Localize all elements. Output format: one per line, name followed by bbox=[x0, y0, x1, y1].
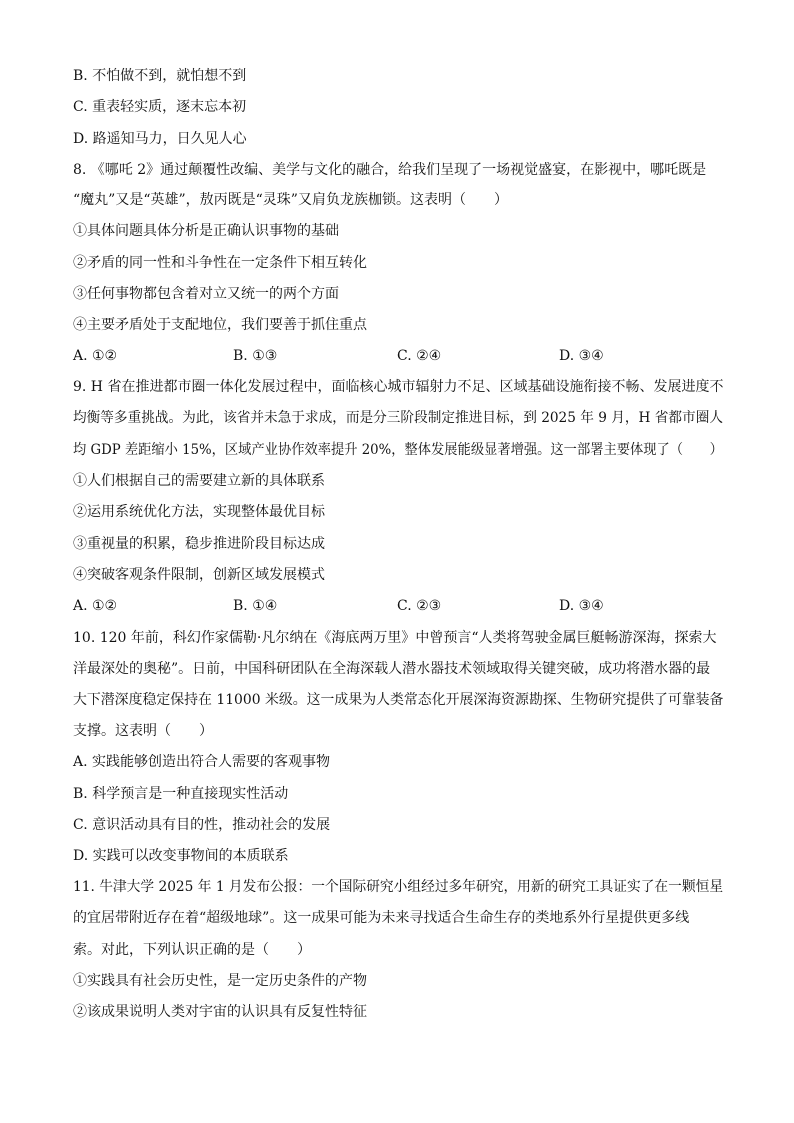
q9-statement-2: ②运用系统优化方法，实现整体最优目标 bbox=[73, 504, 325, 520]
q9-options bbox=[73, 597, 723, 615]
q9-statement-3: ③重视量的积累，稳步推进阶段目标达成 bbox=[73, 536, 325, 552]
q8-statement-4: ④主要矛盾处于支配地位，我们要善于抓住重点 bbox=[73, 317, 367, 333]
q8-option-b: B. ①③ bbox=[233, 348, 278, 364]
q7-option-d: D. 路遥知马力，日久见人心 bbox=[73, 131, 247, 147]
q8-stem-line-2: “魔丸”又是“英雄”，敖丙既是“灵珠”又肩负龙族枷锁。这表明（ ） bbox=[73, 192, 508, 208]
q9-stem-line-3: 均 GDP 差距缩小 15%，区域产业协作效率提升 20%，整体发展能级显著增强。这一部署主要体现了（ ） bbox=[73, 442, 723, 458]
q7-option-c: C. 重表轻实质，逐末忘本初 bbox=[73, 99, 247, 115]
q9-option-d: D. ③④ bbox=[559, 598, 604, 614]
q9-option-b: B. ①④ bbox=[233, 598, 278, 614]
q9-option-a: A. ①② bbox=[73, 598, 118, 614]
q10-stem-line-1: 10. 120 年前，科幻作家儒勒·凡尔纳在《海底两万里》中曾预言“人类将驾驶金属巨艇畅游深海，探索大 bbox=[73, 630, 717, 646]
q8-statement-3: ③任何事物都包含着对立又统一的两个方面 bbox=[73, 286, 339, 302]
q10-option-b: B. 科学预言是一种直接现实性活动 bbox=[73, 786, 289, 802]
q11-stem-line-2: 的宜居带附近存在着“超级地球”。这一成果可能为未来寻找适合生命生存的类地系外行星提供更多线 bbox=[73, 910, 690, 926]
q9-statement-1: ①人们根据自己的需要建立新的具体联系 bbox=[73, 473, 325, 489]
q8-statement-1: ①具体问题具体分析是正确认识事物的基础 bbox=[73, 223, 339, 239]
q8-option-d: D. ③④ bbox=[559, 348, 604, 364]
q9-statement-4: ④突破客观条件限制，创新区域发展模式 bbox=[73, 567, 325, 583]
q9-stem-line-1: 9. H 省在推进都市圈一体化发展过程中，面临核心城市辐射力不足、区域基础设施衔接不畅、发展进度不 bbox=[73, 379, 724, 395]
q10-option-d: D. 实践可以改变事物间的本质联系 bbox=[73, 848, 289, 864]
q10-stem-line-4: 支撑。这表明（ ） bbox=[73, 723, 213, 739]
q11-statement-2: ②该成果说明人类对宇宙的认识具有反复性特征 bbox=[73, 1004, 367, 1020]
q10-stem-line-2: 洋最深处的奥秘”。日前，中国科研团队在全海深载人潜水器技术领域取得关键突破，成功将潜水器的最 bbox=[73, 661, 711, 677]
q11-stem-line-3: 索。对此，下列认识正确的是（ ） bbox=[73, 942, 311, 958]
q9-stem-line-2: 均衡等多重挑战。为此，该省并未急于求成，而是分三阶段制定推进目标，到 2025 年 9 月，H 省都市圈人 bbox=[73, 410, 723, 426]
q8-option-a: A. ①② bbox=[73, 348, 118, 364]
q8-options bbox=[73, 347, 723, 365]
q8-statement-2: ②矛盾的同一性和斗争性在一定条件下相互转化 bbox=[73, 255, 367, 271]
q10-option-c: C. 意识活动具有目的性，推动社会的发展 bbox=[73, 817, 331, 833]
q9-option-c: C. ②③ bbox=[397, 598, 442, 614]
q10-option-a: A. 实践能够创造出符合人需要的客观事物 bbox=[73, 754, 331, 770]
q8-option-c: C. ②④ bbox=[397, 348, 442, 364]
q10-stem-line-3: 大下潜深度稳定保持在 11000 米级。这一成果为人类常态化开展深海资源勘探、生物研究提供了可靠装备 bbox=[73, 692, 724, 708]
q11-stem-line-1: 11. 牛津大学 2025 年 1 月发布公报：一个国际研究小组经过多年研究，用新的研究工具证实了在一颗恒星 bbox=[73, 879, 724, 895]
q7-option-b: B. 不怕做不到，就怕想不到 bbox=[73, 68, 247, 84]
q8-stem-line-1: 8. 《哪吒 2》通过颠覆性改编、美学与文化的融合，给我们呈现了一场视觉盛宴，在影视中，哪吒既是 bbox=[73, 162, 707, 178]
q11-statement-1: ①实践具有社会历史性，是一定历史条件的产物 bbox=[73, 973, 367, 989]
